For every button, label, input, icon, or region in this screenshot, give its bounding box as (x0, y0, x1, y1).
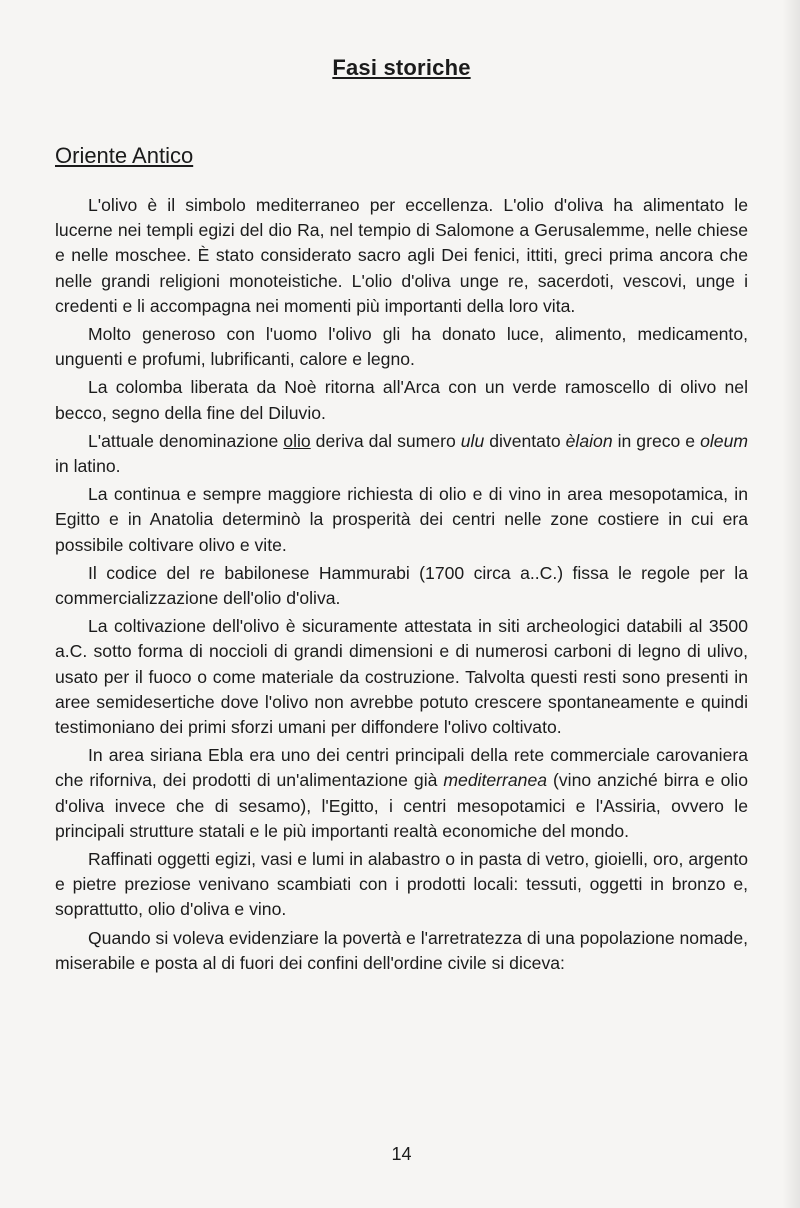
text-run: in latino. (55, 456, 121, 477)
book-page (55, 0, 748, 1208)
text-run: L'attuale denominazione (88, 430, 284, 451)
paragraph: La continua e sempre maggiore richiesta di olio e di vino in area mesopotamica, in Egitto e in Anatolia determinò la prosperità dei centri nelle zone costiere in cui era possibile coltivare olivo e vite. (55, 484, 748, 555)
text-run: in greco e (612, 430, 701, 451)
text-run: In area siriana Ebla era uno dei centri principali della rete commerciale carovaniera che riforniva, dei prodotti di un'alimentazione già (55, 745, 748, 791)
term-oleum: oleum (700, 430, 749, 451)
term-mediterranea: mediterranea (443, 770, 548, 791)
paragraph: Quando si voleva evidenziare la povertà e l'arretratezza di una popolazione nomade, miserabile e posta al di fuori dei confini dell'ordine civile si diceva: (55, 927, 748, 973)
paragraph: Raffinati oggetti egizi, vasi e lumi in alabastro o in pasta di vetro, gioielli, oro, argento e pietre preziose venivano scambiati con i prodotti locali: tessuti, oggetti in bronzo e, soprattutto, olio d'oliva e vino. (55, 849, 748, 920)
paragraph: Molto generoso con l'uomo l'olivo gli ha donato luce, alimento, medicamento, unguenti e profumi, lubrificanti, calore e legno. (55, 324, 748, 370)
paragraph-ebla (55, 743, 748, 844)
term-ulu: ulu (460, 430, 485, 451)
chapter-title: Fasi storiche (332, 55, 471, 80)
page-edge-shadow (782, 0, 800, 1208)
text-run: (vino anziché birra e olio d'oliva invece che di sesamo), l'Egitto, i centri mesopotamici e l'Assiria, ovvero le principali strutture statali e le più importanti realtà economiche del mondo. (55, 770, 748, 841)
text-body (55, 193, 748, 976)
section-heading: Oriente Antico (55, 143, 194, 168)
paragraph: L'olivo è il simbolo mediterraneo per eccellenza. L'olio d'oliva ha alimentato le lucerne nei templi egizi del dio Ra, nel tempio di Salomone a Gerusalemme, nelle chiese e nelle moschee. È stato considerato sacro agli Dei fenici, ittiti, greci prima ancora che nelle grandi religioni monoteistiche. L'olio d'oliva unge re, sacerdoti, vescovi, unge i credenti e li accompagna nei momenti più importanti della loro vita. (55, 195, 748, 316)
paragraph-etymology (55, 429, 748, 479)
term-olio: olio (283, 430, 311, 451)
term-elaion: èlaion (565, 430, 613, 451)
page-number: 14 (391, 1144, 412, 1164)
text-run: deriva dal sumero (310, 430, 461, 451)
paragraph: La colomba liberata da Noè ritorna all'Arca con un verde ramoscello di olivo nel becco, segno della fine del Diluvio. (55, 377, 748, 423)
paragraph: La coltivazione dell'olivo è sicuramente attestata in siti archeologici databili al 3500 a.C. sotto forma di noccioli di grandi dimensioni e di numerosi carboni di legno di ulivo, usato per il fuoco o come materiale da costruzione. Talvolta questi resti sono presenti in aree semidesertiche dove l'olivo non avrebbe potuto crescere spontaneamente e quindi testimoniano dei primi sforzi umani per diffondere l'olivo coltivato. (55, 616, 748, 738)
text-run: diventato (484, 430, 566, 451)
paragraph: Il codice del re babilonese Hammurabi (1700 circa a..C.) fissa le regole per la commercializzazione dell'olio d'oliva. (55, 562, 748, 609)
